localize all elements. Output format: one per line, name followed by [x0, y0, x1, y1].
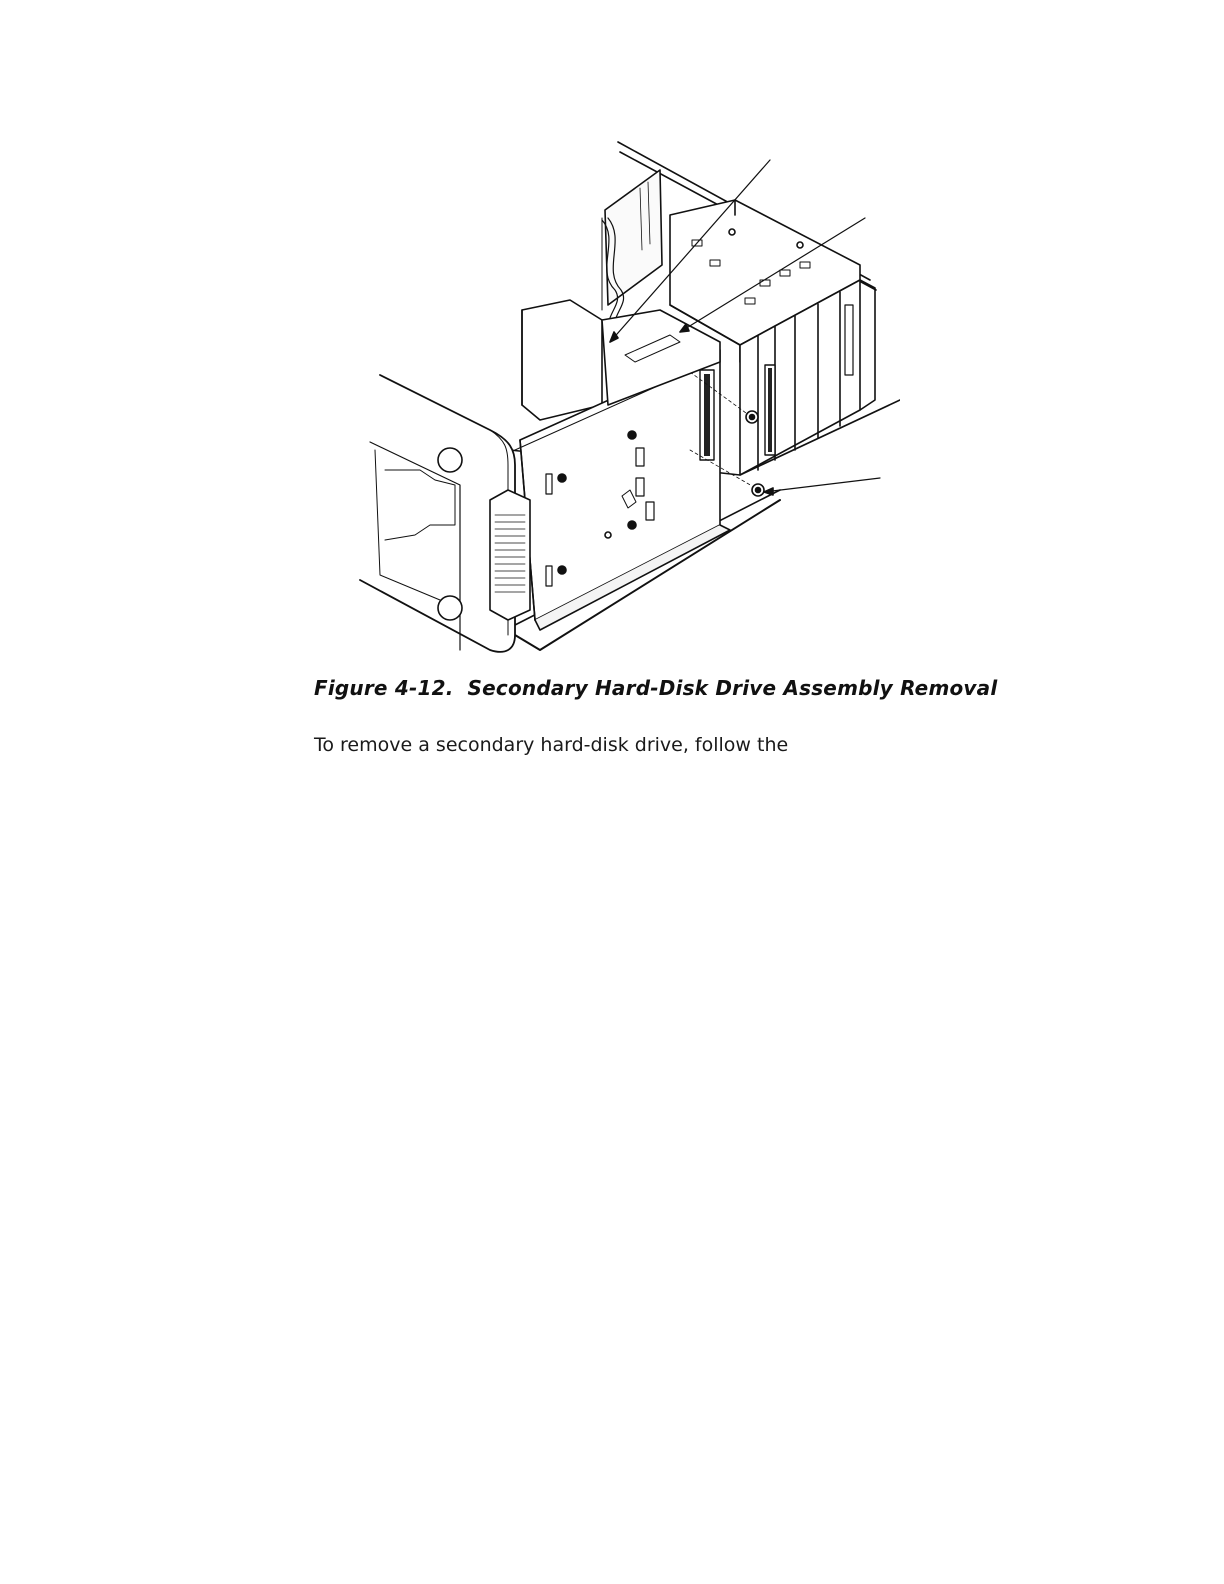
figure-title: Secondary Hard-Disk Drive Assembly Removal [467, 676, 998, 700]
figure-caption [314, 676, 1014, 700]
figure-number: Figure 4-12. [314, 676, 454, 700]
drive-assembly-illustration [340, 130, 900, 665]
body-paragraph: To remove a secondary hard-disk drive, follow the [314, 734, 789, 756]
